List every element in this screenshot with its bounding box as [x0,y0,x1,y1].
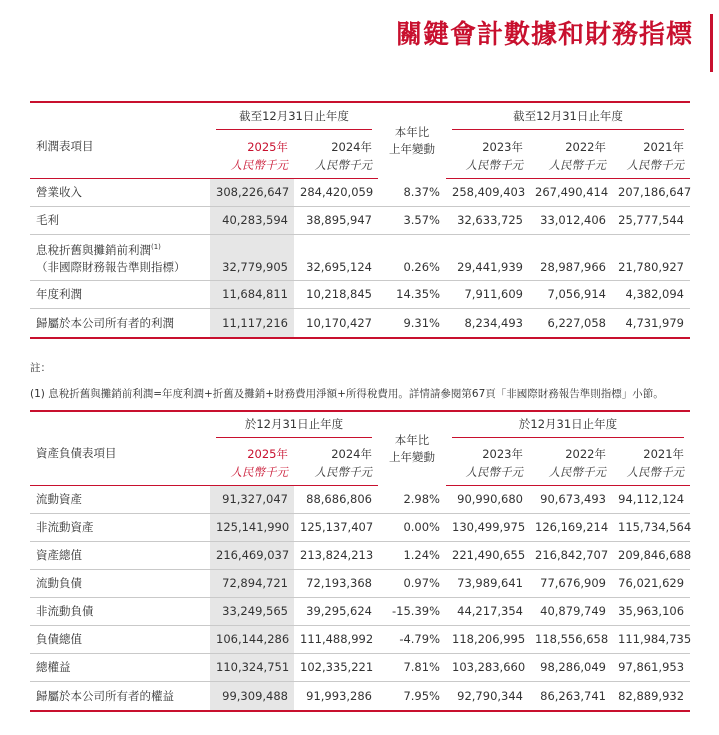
income-group-left: 截至12月31日止年度 [216,108,372,130]
table-row: 總權益 110,324,751 102,335,221 7.81% 103,283,660 98,286,049 97,861,953 [30,653,690,681]
balance-year-2023: 2023年 人民幣千元 [446,441,529,485]
table-row: 非流動負債 33,249,565 39,295,624 -15.39% 44,217,354 40,879,749 35,963,106 [30,597,690,625]
income-year-2023: 2023年 人民幣千元 [446,134,529,178]
note-1: (1) 息稅折舊與攤銷前利潤=年度利潤+折舊及攤銷+財務費用淨額+所得稅費用。詳情請參閱第67頁「非國際財務報告準則指標」小節。 [30,388,664,400]
table-row: 毛利 40,283,594 38,895,947 3.57% 32,633,725 33,012,406 25,777,544 [30,206,690,234]
table-row: 息稅折舊與攤銷前利潤$^{(1)}$ （非國際財務報告準則指標） 32,779,905 32,695,124 0.26% 29,441,939 28,987,966 21,780,927 [30,234,690,280]
balance-year-2021: 2021年 人民幣千元 [612,441,690,485]
income-change-header: 本年比 上年變動 [389,124,435,156]
ebitda-label: 息稅折舊與攤銷前利潤$^{(1)}$ [36,242,161,257]
income-statement-table [30,101,690,339]
table-row: 非流動資產 125,141,990 125,137,407 0.00% 130,499,975 126,169,214 115,734,564 [30,513,690,541]
title-accent-bar [710,14,713,72]
income-group-right: 截至12月31日止年度 [452,108,684,130]
income-year-2024: 2024年 人民幣千元 [294,134,378,178]
header-spacer [30,411,210,441]
income-year-2025: 2025年 人民幣千元 [210,134,294,178]
balance-group-left: 於12月31日止年度 [216,416,372,438]
table-row: 流動資產 91,327,047 88,686,806 2.98% 90,990,680 90,673,493 94,112,124 [30,485,690,513]
header-spacer [30,102,210,134]
table-row: 歸屬於本公司所有者的利潤 11,117,216 10,170,427 9.31% 8,234,493 6,227,058 4,731,979 [30,308,690,338]
table-row: 流動負債 72,894,721 72,193,368 0.97% 73,989,641 77,676,909 76,021,629 [30,569,690,597]
table-row: 年度利潤 11,684,811 10,218,845 14.35% 7,911,609 7,056,914 4,382,094 [30,280,690,308]
income-year-2022: 2022年 人民幣千元 [529,134,612,178]
balance-year-2025: 2025年 人民幣千元 [210,441,294,485]
table-row: 負債總值 106,144,286 111,488,992 -4.79% 118,206,995 118,556,658 111,984,735 [30,625,690,653]
balance-year-2022: 2022年 人民幣千元 [529,441,612,485]
balance-item-header: 資產負債表項目 [30,441,210,485]
page-title: 關鍵會計數據和財務指標 [395,20,693,50]
balance-group-right: 於12月31日止年度 [452,416,684,438]
income-year-2021: 2021年 人民幣千元 [612,134,690,178]
notes-title: 註： [30,362,51,374]
balance-year-2024: 2024年 人民幣千元 [294,441,378,485]
table-row: 營業收入 308,226,647 284,420,059 8.37% 258,409,403 267,490,414 207,186,647 [30,178,690,206]
table-row: 資產總值 216,469,037 213,824,213 1.24% 221,490,655 216,842,707 209,846,688 [30,541,690,569]
balance-change-header: 本年比 上年變動 [389,432,435,464]
table-row: 歸屬於本公司所有者的權益 99,309,488 91,993,286 7.95% 92,790,344 86,263,741 82,889,932 [30,681,690,711]
income-item-header: 利潤表項目 [30,134,210,178]
balance-sheet-table [30,410,690,712]
